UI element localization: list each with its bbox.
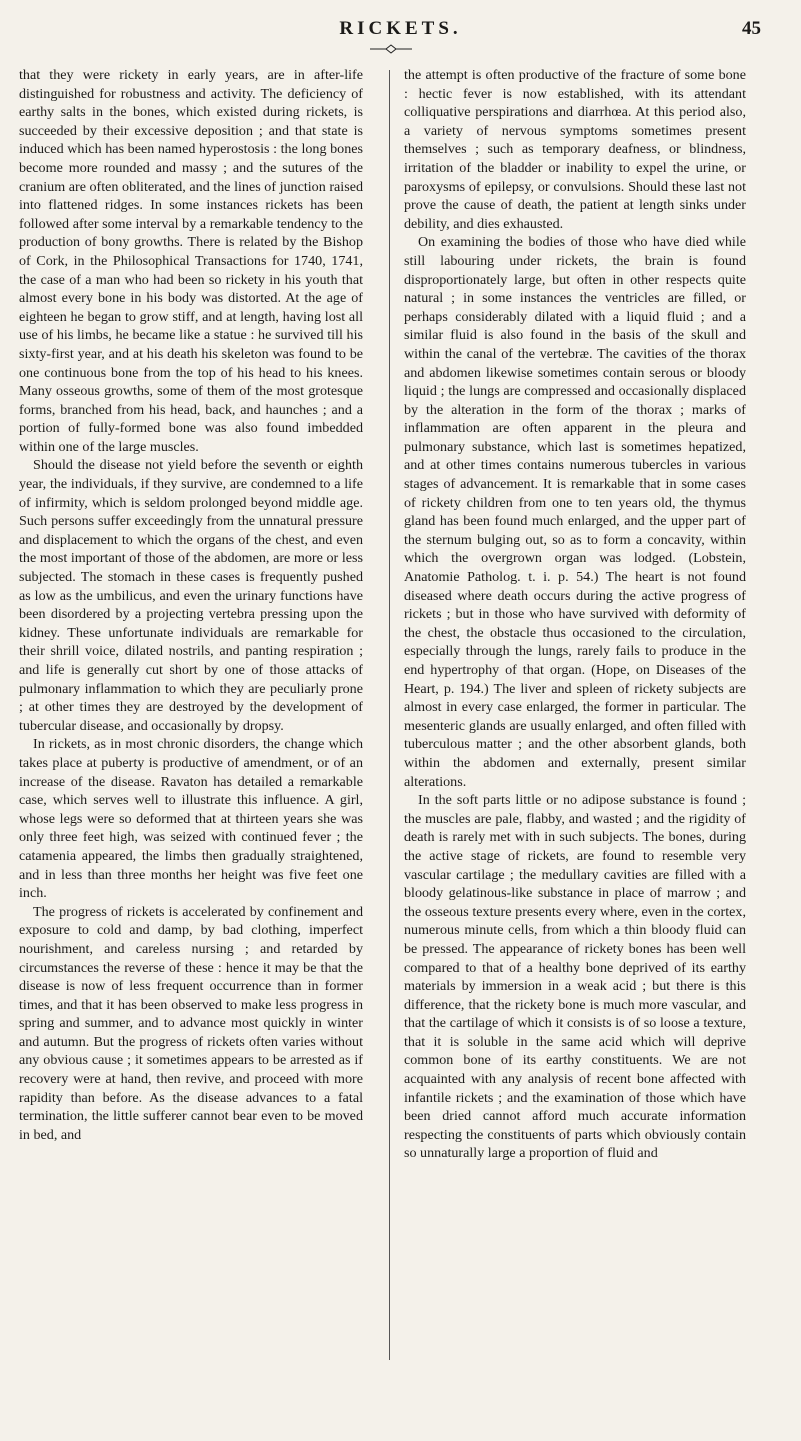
paragraph: the attempt is often productive of the fracture of some bone : hectic fever is now established, with its attendant colliquative perspirations and diarrhœa. At this period also, a variety of nervous symptoms sometimes present themselves ; such as temporary deafness, or blindness, irritation of the bladder or inability to expel the urine, or paroxysms of epilepsy, or convulsions. Should these last not prove the cause of death, the patient at length sinks under debility, and dies exhausted. <box>404 67 746 232</box>
left-column <box>19 66 363 1144</box>
column-divider <box>389 70 390 1360</box>
paragraph: In rickets, as in most chronic disorders, the change which takes place at puberty is productive of amendment, or of an increase of the disease. Ravaton has detailed a remarkable case, which serves well to illustrate this influence. A girl, whose legs were so deformed that at thirteen years she was only three feet high, was seized with continued fever ; the catamenia appeared, the limbs then gradually straightened, and in less than three months her height was five feet one inch. <box>19 736 363 902</box>
page-header <box>0 18 801 58</box>
paragraph: In the soft parts little or no adipose substance is found ; the muscles are pale, flabby, and wasted ; and the rigidity of death is rarely met with in such subjects. The bones, during the active stage of rickets, are found to resemble very vascular cartilage ; the medullary cavities are filled with a bloody gelatinous-like substance in place of marrow ; and the osseous texture presents every where, even in the cortex, numerous minute cells, from which a thin bloody fluid can be pressed. The appearance of rickety bones has been well compared to that of a healthy bone deprived of its earthy materials by immersion in a weak acid ; but there is this difference, that the rickety bone is much more vascular, and that the cartilage of which it consists is of so loose a texture, that it is soluble in the same acid which will deprive common bone of its earthy constituents. We are not acquainted with any analysis of recent bone affected with infantile rickets ; and the examination of those which have been dried cannot afford much accurate information respecting the constituents of parts which obviously contain so unnaturally large a proportion of fluid and <box>404 792 746 1162</box>
paragraph: On examining the bodies of those who have died while still labouring under rickets, the brain is found disproportionately large, but often in other respects quite natural ; in some instances the ventricles are filled, or perhaps considerably dilated with a liquid fluid ; and a similar fluid is also found in the basis of the skull and within the canal of the vertebræ. The cavities of the thorax and abdomen likewise sometimes contain serous or bloody liquid ; the lungs are compressed and occasionally displaced by the alteration in the form of the thorax ; marks of inflammation are often apparent in the pleura and pulmonary substance, which last is sometimes hepatized, and at other times contains numerous tubercles in various stages of advancement. It is remarkable that in some cases of rickety children from one to ten years old, the thymus gland has been found much enlarged, and the upper part of the sternum bulging out, so as to form a concavity, within which the overgrown organ was lodged. (Lobstein, Anatomie Patholog. t. i. p. 54.) The heart is not found diseased where death occurs during the active progress of rickets ; but in those who have survived with deformity of the chest, the obstacle thus occasioned to the circulation, especially through the lungs, rarely fails to produce in the end hypertrophy of that organ. (Hope, on Diseases of the Heart, p. 194.) The liver and spleen of rickety subjects are almost in every case enlarged, the former in particular. The mesenteric glands are usually enlarged, and often filled with tuberculous matter ; and the other absorbent glands, both within the abdomen and externally, present similar alterations. <box>404 234 746 790</box>
ornament-divider-icon <box>370 44 412 54</box>
running-title: RICKETS. <box>339 18 462 39</box>
right-column <box>404 66 746 1163</box>
paragraph: Should the disease not yield before the seventh or eighth year, the individuals, if they survive, are condemned to a life of infirmity, which is seldom prolonged beyond middle age. Such persons suffer exceedingly from the unnatural pressure and displacement to which the organs of the chest, and even the most important of those of the abdomen, are more or less subjected. The stomach in these cases is frequently pushed as low as the umbilicus, and even the urinary functions have been disordered by a projecting vertebra pressing upon the kidney. These unfortunate individuals are remarkable for their shrill voice, dilated nostrils, and panting respiration ; and life is generally cut short by one of those attacks of pulmonary inflammation to which they are peculiarly prone ; at other times they are destroyed by the development of tubercular disease, and occasionally by dropsy. <box>19 457 363 734</box>
paragraph: The progress of rickets is accelerated by confinement and exposure to cold and damp, by bad clothing, imperfect nourishment, and careless nursing ; and retarded by circumstances the reverse of these : hence it may be that the disease is now of less frequent occurrence than in former times, and that it has been observed to make less progress in spring and summer, and to advance most quickly in winter and autumn. But the progress of rickets often varies without any obvious cause ; it sometimes appears to be arrested as if recovery were at hand, then revive, and proceed with more rapidity than before. As the disease advances to a fatal termination, the little sufferer cannot bear even to be moved in bed, and <box>19 903 363 1143</box>
page-number: 45 <box>742 18 761 39</box>
paragraph: that they were rickety in early years, are in after-life distinguished for robustness and activity. The deficiency of earthy salts in the bones, which existed during rickets, is succeeded by their excessive deposition ; and that state is induced which has been named hyperostosis : the long bones become more rounded and massy ; and the sutures of the cranium are often obliterated, and the lines of junction raised into flattened ridges. In some instances rickets has been followed after some interval by a remarkable tendency to the production of bony growths. There is related by the Bishop of Cork, in the Philosophical Transactions for 1740, 1741, the case of a man who had been so rickety in his youth that almost every bone in his body was distorted. At the age of eighteen he began to grow stiff, and at length, having lost all use of his limbs, he became like a statue : he survived till his sixty-first year, and at his death his skeleton was found to be one continuous bone from the top of his head to his knees. Many osseous growths, some of them of the most grotesque forms, branched from his head, back, and haunches ; and a portion of fully-formed bone was also found imbedded within one of the large muscles. <box>19 67 363 455</box>
